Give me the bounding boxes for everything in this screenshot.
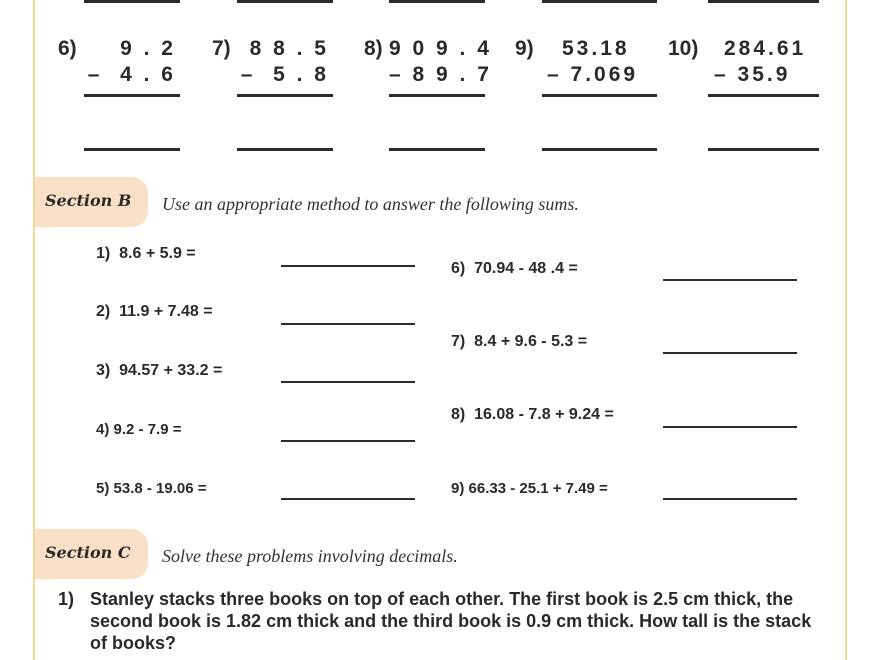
minuend: 8 8 . 5 [249, 37, 329, 60]
subtrahend: – 8 9 . 7 [389, 63, 492, 86]
question-expression: 16.08 - 7.8 + 9.24 = [474, 406, 614, 423]
answer-line [708, 0, 819, 3]
question [96, 480, 207, 497]
question-number: 7) [451, 333, 466, 350]
problem-number: 8) [364, 37, 383, 60]
answer-line [542, 94, 657, 97]
question-number: 5) [96, 480, 110, 497]
question-number: 3) [96, 362, 111, 379]
problem-number: 9) [515, 37, 534, 60]
question [96, 421, 181, 438]
answer-line [389, 148, 485, 151]
question-number: 9) [451, 480, 465, 497]
section-c-instruction: Solve these problems involving decimals. [162, 546, 458, 566]
question [451, 406, 614, 424]
answer-field[interactable] [663, 498, 797, 500]
answer-line [84, 0, 180, 3]
question-number: 2) [96, 303, 111, 320]
subtrahend: – 4 . 6 [87, 63, 176, 86]
answer-field[interactable] [663, 426, 797, 428]
answer-line [389, 0, 485, 3]
problem-text: Stanley stacks three books on top of each other. The first book is 2.5 cm thick, the second book is 1.82 cm thick and the third book is 0.9 cm thick. How tall is the stack of books? [90, 589, 812, 653]
question-expression: 66.33 - 25.1 + 7.49 = [468, 480, 608, 497]
page-border-right [845, 0, 847, 660]
question [96, 303, 213, 321]
subtrahend: – 7.069 [547, 63, 639, 86]
question-number: 4) [96, 421, 110, 438]
question-number: 8) [451, 406, 466, 423]
question-expression: 8.4 + 9.6 - 5.3 = [474, 333, 588, 350]
question-number: 6) [451, 260, 466, 277]
answer-line [389, 94, 485, 97]
question-number: 1) [96, 245, 111, 262]
question [451, 480, 608, 497]
question-expression: 8.6 + 5.9 = [119, 245, 196, 262]
section-c-label [35, 529, 148, 579]
minuend: 9 . 2 [120, 37, 176, 60]
answer-line [542, 148, 657, 151]
minuend: 53.18 [562, 37, 630, 60]
question [451, 333, 587, 351]
subtrahend: – 35.9 [714, 63, 791, 86]
answer-field[interactable] [281, 381, 415, 383]
answer-field[interactable] [663, 279, 797, 281]
answer-line [542, 0, 657, 3]
answer-line [84, 94, 180, 97]
answer-line [237, 94, 333, 97]
answer-field[interactable] [663, 352, 797, 354]
question [96, 362, 222, 380]
question-expression: 11.9 + 7.48 = [119, 303, 213, 320]
subtrahend: – 5 . 8 [240, 63, 329, 86]
answer-field[interactable] [281, 440, 415, 442]
answer-line [708, 148, 819, 151]
question-expression: 9.2 - 7.9 = [113, 421, 182, 438]
answer-field[interactable] [281, 265, 415, 267]
question-expression: 70.94 - 48 .4 = [474, 260, 578, 277]
minuend: 9 0 9 . 4 [389, 37, 492, 60]
answer-line [237, 0, 333, 3]
section-b-label [35, 177, 148, 227]
section-b-instruction: Use an appropriate method to answer the following sums. [162, 194, 579, 214]
answer-field[interactable] [281, 498, 415, 500]
question-expression: 53.8 - 19.06 = [113, 480, 207, 497]
answer-line [708, 94, 819, 97]
question [96, 245, 196, 263]
problem-number: 1) [58, 589, 75, 609]
problem-number: 10) [668, 37, 699, 60]
minuend: 284.61 [724, 37, 807, 60]
problem-number: 6) [58, 37, 77, 60]
question [451, 260, 578, 278]
section-c-title: Section C [45, 543, 131, 562]
answer-line [84, 148, 180, 151]
problem-number: 7) [212, 37, 231, 60]
answer-line [237, 148, 333, 151]
answer-field[interactable] [281, 323, 415, 325]
question-expression: 94.57 + 33.2 = [119, 362, 223, 379]
section-b-title: Section B [45, 191, 132, 210]
